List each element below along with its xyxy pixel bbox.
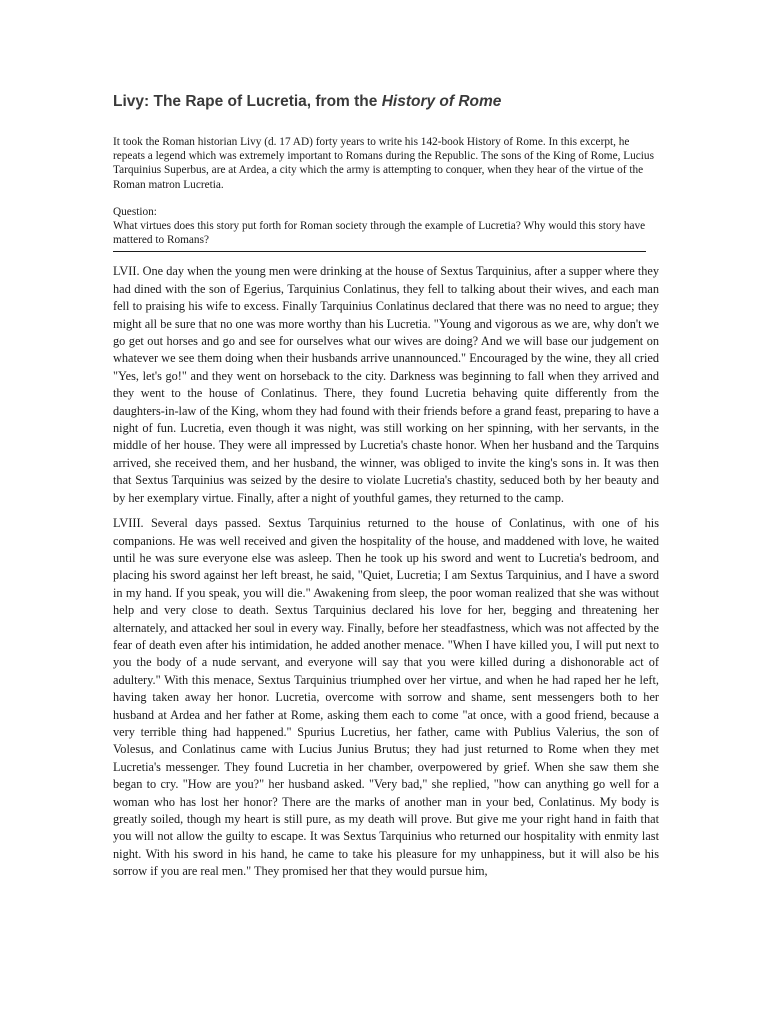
horizontal-rule	[113, 251, 646, 252]
paragraph-lviii: LVIII. Several days passed. Sextus Tarquinius returned to the house of Conlatinus, with one of his companions. He was well received and given the hospitality of the house, and maddened with love, he waited until he was sure everyone else was asleep. Then he took up his sword and went to Lucretia's bedroom, and placing his sword against her left breast, he said, "Quiet, Lucretia; I am Sextus Tarquinius, and I have a sword in my hand. If you speak, you will die." Awakening from sleep, the poor woman realized that she was without help and very close to death. Sextus Tarquinius declared his love for her, begging and threatening her alternately, and attacked her soul in every way. Finally, before her steadfastness, which was not affected by the fear of death even after his intimidation, he added another menace. "When I have killed you, I will put next to you the body of a nude servant, and everyone will say that you were killed during a dishonorable act of adultery." With this menace, Sextus Tarquinius triumphed over her virtue, and when he had raped her he left, having taken away her honor. Lucretia, overcome with sorrow and shame, sent messengers both to her husband at Ardea and her father at Rome, asking them each to come "at once, with a good friend, because a very terrible thing had happened." Spurius Lucretius, her father, came with Publius Valerius, the son of Volesus, and Conlatinus came with Lucius Junius Brutus; they had just returned to Rome when they met Lucretia's messenger. They found Lucretia in her chamber, overpowered by grief. When she saw them she began to cry. "How are you?" her husband asked. "Very bad," she replied, "how can anything go well for a woman who has lost her honor? There are the marks of another man in your bed, Conlatinus. My body is greatly soiled, though my heart is still pure, as my death will prove. But give me your right hand in faith that you will not allow the guilty to escape. It was Sextus Tarquinius who returned our hospitality with enmity last night. With his sword in his hand, he came to take his pleasure for my unhappiness, but it will also be his sorrow if you are real men." They promised her that they would pursue him,	[113, 516, 659, 879]
document-page	[113, 93, 659, 881]
title-main: Livy: The Rape of Lucretia, from the	[113, 93, 382, 110]
intro-paragraph: It took the Roman historian Livy (d. 17 AD) forty years to write his 142-book History of Rome. In this excerpt, he repeats a legend which was extremely important to Romans during the Republic. The sons of the King of Rome, Lucius Tarquinius Superbus, are at Ardea, a city which the army is attempting to conquer, when they hear of the virtue of the Roman matron Lucretia.	[113, 136, 654, 191]
question-label: Question:	[113, 205, 157, 218]
question-block	[113, 205, 659, 248]
question-text: What virtues does this story put forth for Roman society through the example of Lucretia? Why would this story have mattered to Romans?	[113, 220, 646, 247]
paragraph-lvii: LVII. One day when the young men were drinking at the house of Sextus Tarquinius, after a supper where they had dined with the son of Egerius, Tarquinius Conlatinus, they fell to talking about their wives, and each man fell to praising his wife to excess. Finally Tarquinius Conlatinus declared that there was no need to argue; they might all be sure that no one was more worthy than his Lucretia. "Young and vigorous as we are, why don't we go get out horses and go and see for ourselves what our wives are doing? And we will base our judgement on whatever we see them doing when their husbands arrive unannounced." Encouraged by the wine, they all cried "Yes, let's go!" and they went on horseback to the city. Darkness was beginning to fall when they arrived and they went to the house of Conlatinus. There, they found Lucretia behaving quite differently from the daughters-in-law of the King, whom they had found with their friends before a grand feast, preparing to have a night of fun. Lucretia, even though it was night, was still working on her spinning, with her servants, in the middle of her house. They were all impressed by Lucretia's chaste honor. When her husband and the Tarquins arrived, she received them, and her husband, the winner, was obliged to invite the king's sons in. It was then that Sextus Tarquinius was seized by the desire to violate Lucretia's chastity, seduced both by her beauty and by her exemplary virtue. Finally, after a night of youthful games, they returned to the camp.	[113, 264, 659, 505]
title-italic: History of Rome	[381, 93, 502, 110]
document-title	[113, 93, 659, 111]
